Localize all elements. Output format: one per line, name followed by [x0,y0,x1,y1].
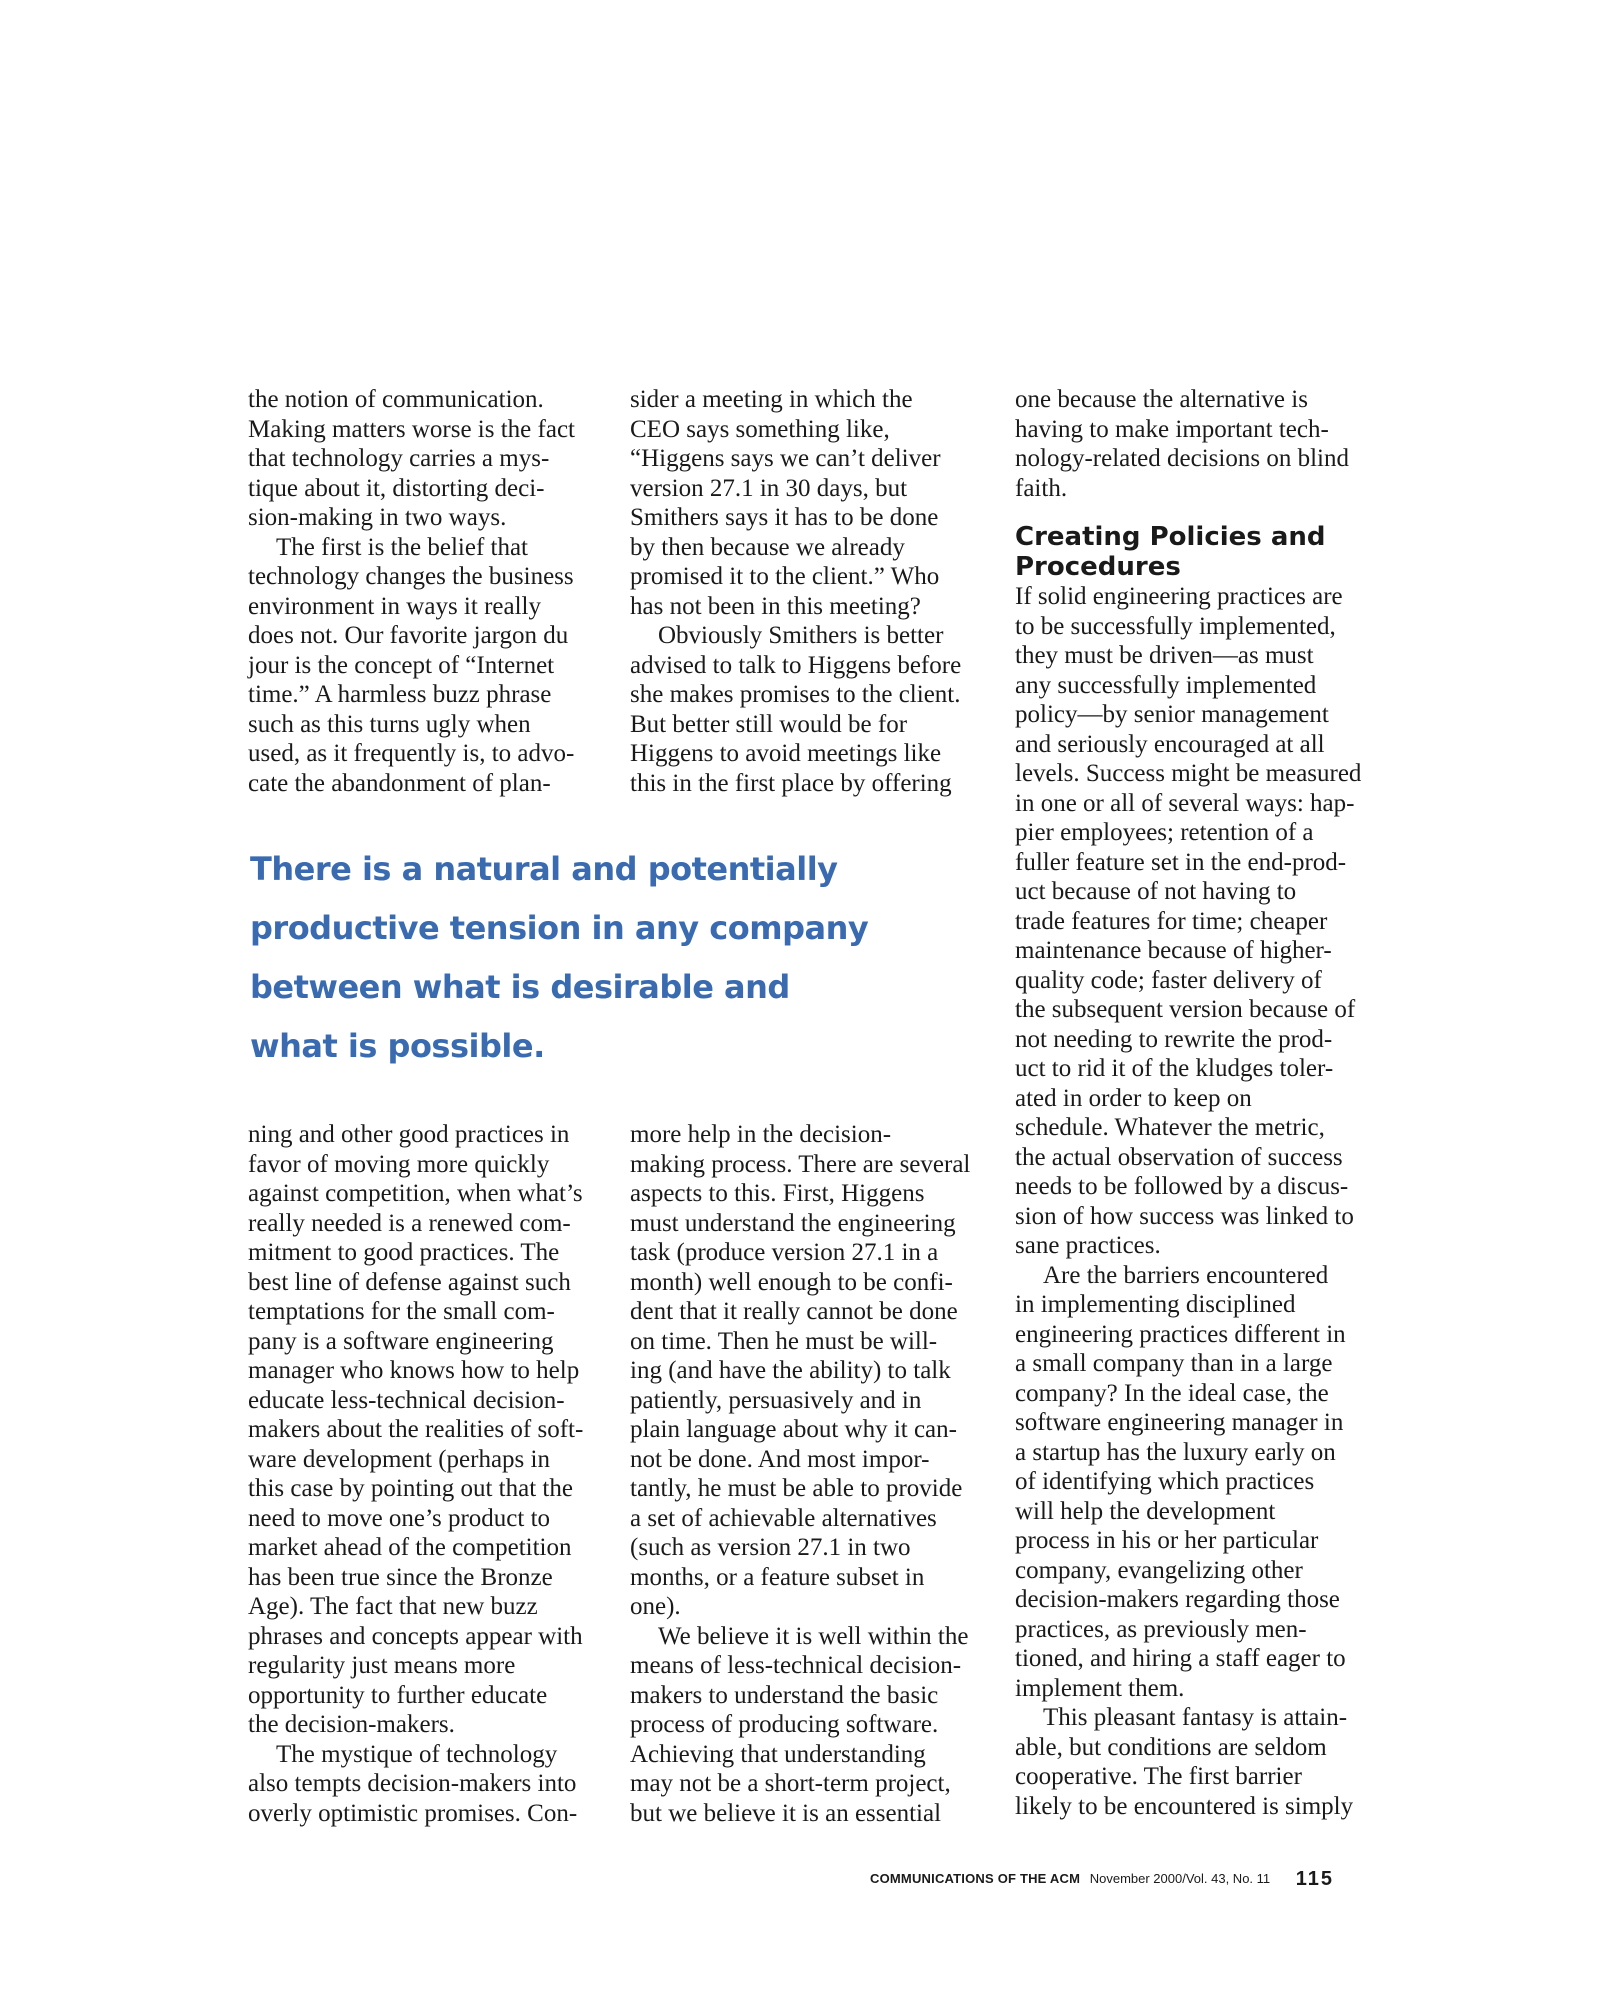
text-line: nology-related decisions on blind [1015,445,1349,472]
text-line: able, but conditions are seldom [1015,1733,1327,1761]
text-line: pier employees; retention of a [1015,819,1314,846]
text-line: uct to rid it of the kludges toler- [1015,1055,1334,1082]
text-line: a small company than in a large [1015,1350,1333,1377]
text-line: ning and other good practices in [248,1121,570,1148]
text-line: phrases and concepts appear with [248,1622,583,1650]
text-line: overly optimistic promises. Con- [248,1799,578,1827]
text-line: the notion of communication. [248,386,544,413]
text-line: “Higgens says we can’t deliver [630,445,941,472]
text-line: any successfully implemented [1015,671,1317,699]
text-line: she makes promises to the client. [630,681,961,708]
text-line: does not. Our favorite jargon du [248,622,569,649]
text-line: in one or all of several ways: hap- [1015,789,1355,817]
text-line: process in his or her particular [1015,1527,1319,1554]
text-line: this case by pointing out that the [248,1475,573,1502]
text-line: such as this turns ugly when [248,710,531,738]
text-line: The mystique of technology [276,1740,558,1768]
text-line: Higgens to avoid meetings like [630,740,942,767]
text-line: company? In the ideal case, the [1015,1379,1329,1407]
page-number: 115 [1295,1868,1335,1890]
text-line: This pleasant fantasy is attain- [1043,1704,1348,1731]
text-line: must understand the engineering [630,1209,956,1237]
text-line: makers to understand the basic [630,1681,939,1709]
text-line: pany is a software engineering [248,1327,554,1355]
text-line: but we believe it is an essential [630,1799,942,1827]
text-line: cate the abandonment of plan- [248,769,551,797]
text-line: uct because of not having to [1015,878,1297,905]
text-line: a set of achievable alternatives [630,1504,937,1532]
text-line: quality code; faster delivery of [1015,966,1322,994]
text-line: in implementing disciplined [1015,1291,1296,1318]
text-line: temptations for the small com- [248,1298,555,1325]
text-line: may not be a short-term project, [630,1770,951,1797]
text-line: ing (and have the ability) to talk [630,1357,951,1384]
journal-name: COMMUNICATIONS OF THE ACM [870,1871,1081,1886]
issue-info: November 2000/Vol. 43, No. 11 [1089,1871,1271,1886]
text-line: really needed is a renewed com- [248,1209,571,1237]
text-line: best line of defense against such [248,1268,571,1296]
text-line: But better still would be for [630,710,908,738]
text-line: used, as it frequently is, to advo- [248,740,575,767]
text-line: makers about the realities of soft- [248,1416,584,1443]
text-line: needs to be followed by a discus- [1015,1173,1349,1200]
text-line: Making matters worse is the fact [248,415,575,443]
text-line: the subsequent version because of [1015,996,1356,1023]
text-line: to be successfully implemented, [1015,612,1336,640]
text-line: maintenance because of higher- [1015,937,1332,964]
text-line: sion of how success was linked to [1015,1202,1354,1230]
text-line: need to move one’s product to [248,1504,551,1532]
text-line: We believe it is well within the [658,1622,969,1650]
text-line: cooperative. The first barrier [1015,1763,1302,1790]
text-line: having to make important tech- [1015,415,1329,443]
text-line: favor of moving more quickly [248,1150,550,1178]
heading-line: Creating Policies and [1015,522,1326,552]
text-line: against competition, when what’s [248,1180,583,1207]
text-line: Achieving that understanding [630,1740,926,1768]
text-line: Obviously Smithers is better [658,622,944,649]
text-line: decision-makers regarding those [1015,1586,1340,1613]
text-line: Age). The fact that new buzz [248,1593,538,1620]
text-line: manager who knows how to help [248,1357,580,1384]
text-line: more help in the decision- [630,1121,892,1148]
text-line: time.” A harmless buzz phrase [248,681,552,708]
text-line: the decision-makers. [248,1711,455,1738]
text-line: sane practices. [1015,1232,1161,1259]
text-line: educate less-technical decision- [248,1386,565,1414]
text-line: tantly, he must be able to provide [630,1475,963,1502]
column-2-bottom [630,1120,1002,1828]
text-line: practices, as previously men- [1015,1615,1307,1643]
text-line: Smithers says it has to be done [630,504,939,531]
text-line: levels. Success might be measured [1015,760,1362,787]
text-line: they must be driven—as must [1015,642,1314,669]
heading-line: Procedures [1015,551,1181,582]
text-line: tioned, and hiring a staff eager to [1015,1645,1346,1672]
text-line: not needing to rewrite the prod- [1015,1025,1333,1053]
text-line: months, or a feature subset in [630,1563,925,1591]
text-line: one because the alternative is [1015,386,1308,413]
text-line: jour is the concept of “Internet [248,651,555,679]
text-line: and seriously encouraged at all [1015,730,1325,758]
text-line: that technology carries a mys- [248,445,550,472]
text-line: on time. Then he must be will- [630,1327,938,1355]
text-line: ated in order to keep on [1015,1084,1252,1112]
text-line: environment in ways it really [248,592,541,620]
text-line: (such as version 27.1 in two [630,1534,911,1561]
text-line: company, evangelizing other [1015,1556,1303,1584]
section-heading [1015,523,1395,582]
pull-quote-line: There is a natural and potentially [250,850,838,888]
pull-quote [250,840,950,1076]
text-line: the actual observation of success [1015,1143,1343,1171]
page-footer [870,1868,1370,1891]
text-line: mitment to good practices. The [248,1239,560,1266]
text-line: advised to talk to Higgens before [630,651,962,679]
text-line: Are the barriers encountered [1043,1261,1329,1289]
text-line: task (produce version 27.1 in a [630,1239,939,1266]
text-line: a startup has the luxury early on [1015,1438,1336,1466]
text-line: version 27.1 in 30 days, but [630,474,908,502]
text-line: month) well enough to be confi- [630,1268,953,1296]
text-line: means of less-technical decision- [630,1652,962,1679]
text-line: regularity just means more [248,1652,516,1679]
column-3 [1015,385,1395,1821]
text-line: software engineering manager in [1015,1409,1344,1436]
text-line: fuller feature set in the end-prod- [1015,848,1347,876]
text-line: process of producing software. [630,1711,939,1738]
text-line: this in the first place by offering [630,769,952,797]
text-line: likely to be encountered is simply [1015,1792,1354,1820]
text-line: CEO says something like, [630,415,890,443]
text-line: faith. [1015,474,1068,502]
text-line: opportunity to further educate [248,1681,548,1709]
pull-quote-line: between what is desirable and [250,968,790,1006]
text-line: plain language about why it can- [630,1416,957,1443]
text-line: of identifying which practices [1015,1468,1315,1495]
text-line: policy—by senior management [1015,701,1329,728]
text-line: has been true since the Bronze [248,1563,553,1591]
text-line: has not been in this meeting? [630,592,921,620]
text-line: schedule. Whatever the metric, [1015,1114,1325,1141]
text-line: technology changes the business [248,563,574,590]
text-line: by then because we already [630,533,905,561]
column-1-top [248,385,620,798]
text-line: not be done. And most impor- [630,1445,930,1473]
text-line: market ahead of the competition [248,1534,572,1561]
text-line: promised it to the client.” Who [630,563,940,590]
text-line: tique about it, distorting deci- [248,474,545,502]
text-line: sider a meeting in which the [630,386,913,413]
text-line: will help the development [1015,1497,1276,1525]
text-line: sion-making in two ways. [248,504,507,531]
text-line: patiently, persuasively and in [630,1386,922,1414]
pull-quote-line: productive tension in any company [250,909,869,947]
text-line: making process. There are several [630,1150,971,1178]
text-line: aspects to this. First, Higgens [630,1180,925,1207]
text-line: If solid engineering practices are [1015,583,1343,610]
text-line: one). [630,1593,681,1620]
text-line: trade features for time; cheaper [1015,907,1328,935]
text-line: implement them. [1015,1674,1185,1702]
text-line: dent that it really cannot be done [630,1298,958,1325]
column-2-top [630,385,1002,798]
column-1-bottom [248,1120,620,1828]
text-line: engineering practices different in [1015,1320,1346,1348]
text-line: The first is the belief that [276,533,529,561]
text-line: ware development (perhaps in [248,1445,550,1473]
text-line: also tempts decision-makers into [248,1770,577,1797]
pull-quote-line: what is possible. [250,1027,545,1065]
